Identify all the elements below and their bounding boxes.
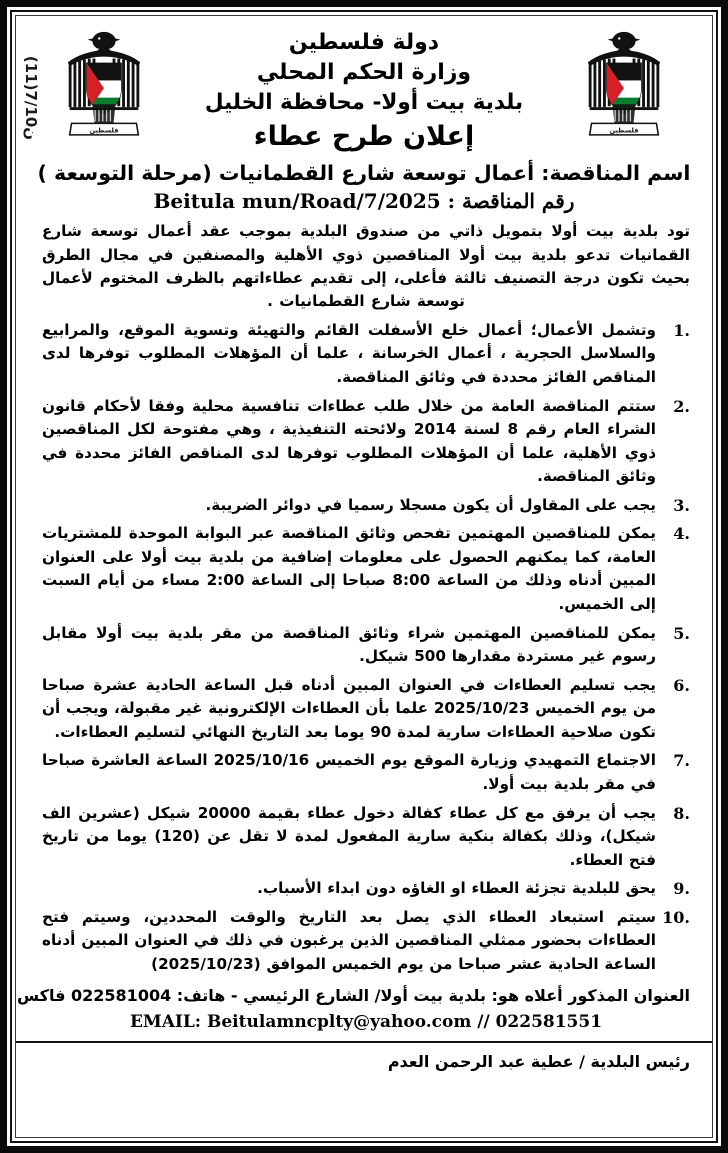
- tender-conditions-list: [42, 319, 690, 977]
- tender-number-label: رقم المناقصة :: [447, 189, 575, 214]
- list-item: يمكن للمناقصين المهتمين شراء وثائق المناقصة من مقر بلدية بيت أولا مقابل رسوم غير مستردة مقدارها 500 شيكل.: [42, 623, 656, 666]
- signature-line: رئيس البلدية / عطية عبد الرحمن العدم: [387, 1051, 690, 1071]
- palestine-coat-of-arms-icon-left: [56, 28, 152, 152]
- document-body: [16, 215, 712, 976]
- palestine-coat-of-arms-icon-right: [576, 28, 672, 152]
- tender-number-value: Beitula mun/Road/7/2025: [153, 189, 441, 214]
- svg-text:فلسطين: فلسطين: [89, 126, 119, 135]
- email-line: EMAIL: Beitulamncplty@yahoo.com // 022581551: [129, 1012, 603, 1033]
- contact-block: [16, 984, 712, 1036]
- header-line-ministry: وزارة الحكم المحلي: [256, 59, 472, 85]
- tender-identification: [16, 160, 712, 216]
- header-text-block: [205, 24, 523, 154]
- reference-code-text: ن7/10(11): [21, 55, 40, 141]
- tender-name: اسم المناقصة: أعمال توسعة شارع القطمانيات (مرحلة التوسعة ): [37, 160, 691, 185]
- page-border-inner2: [15, 15, 713, 1138]
- list-item: يجب على المقاول أن يكون مسجلا رسميا في دوائر الضريبة.: [205, 495, 656, 514]
- address-line: العنوان المذكور أعلاه هو: بلدية بيت أولا/ الشارع الرئيسي - هاتف: 022581004 فاكس: [17, 986, 690, 1006]
- page-border-inner: [10, 10, 718, 1143]
- list-item: يمكن للمناقصين المهتمين تفحص وثائق المناقصة عبر البوابة الموحدة للمشتريات العامة، كما يمكنهم الحصول على معلومات إضافية من بلدية بيت أولا على العنوان المبين أدناه وذلك من الساعة 8:00 صباحا إلى الساعة 2:00 مساء من أيام السبت إلى الخميس.: [42, 524, 657, 613]
- list-item: يجب تسليم العطاءات في العنوان المبين أدناه قبل الساعة الحادية عشرة صباحا من يوم الخميس 2025/10/23 علما بأن العطاءات الإلكترونية غير مقبولة، ويجب أن تكون صلاحية العطاءات سارية لمدة 90 يوما بعد التاريخ النهائي لتسليم العطاءات.: [42, 675, 656, 741]
- list-item: يحق للبلدية تجزئة العطاء او الغاؤه دون ابداء الأسباب.: [257, 879, 656, 898]
- list-item: ستتم المناقصة العامة من خلال طلب عطاءات تنافسية محلية وفقا لأحكام قانون الشراء العام رقم 8 لسنة 2014 ولائحته التنفيذية ، وهي مفتوحة لكل المناقصين ذوي الأهلية، علما أن المؤهلات المطلوب توفرها لدى المناقص الفائز محددة في وثائق المناقصة.: [42, 396, 656, 486]
- header-line-state: دولة فلسطين: [288, 30, 440, 55]
- list-item: الاجتماع التمهيدي وزيارة الموقع يوم الخميس 2025/10/16 الساعة العاشرة صباحا في مقر بلدية بيت أولا.: [42, 751, 656, 793]
- list-item: يجب أن يرفق مع كل عطاء كفالة دخول عطاء بقيمة 20000 شيكل (عشرين الف شيكل)، وذلك بكفالة بنكية سارية المفعول لمدة لا تقل عن (120) يوما من تاريخ فتح العطاء.: [42, 803, 656, 869]
- tender-number-row: [30, 188, 698, 215]
- svg-text:فلسطين: فلسطين: [609, 126, 639, 135]
- reference-code: [18, 34, 44, 184]
- document-header: [16, 16, 712, 154]
- intro-paragraph: تود بلدية بيت أولا بتمويل ذاتي من صندوق البلدية بموجب عقد أعمال توسعة شارع القمانيات تدعو بلدية بيت أولا المناقصين ذوي الأهلية والمصنفين في مجال الطرق بحيث تكون درجة التصنيف ثالثة فأعلى، إلى تقديم عطاءاتهم بالظرف المختوم لأعمال توسعة شارع القطمانيات .: [42, 222, 690, 310]
- page-title: إعلان طرح عطاء: [253, 121, 475, 153]
- list-item: سيتم استبعاد العطاء الذي يصل بعد التاريخ والوقت المحددين، وسيتم فتح العطاءات بحضور ممثلي المناقصين الذين يرغبون في ذلك في العنوان المبين أدناه الساعة الحادية عشر صباحا من يوم الخميس الموافق (2025/10/23): [42, 907, 656, 973]
- header-line-municipality: بلدية بيت أولا- محافظة الخليل: [204, 89, 524, 115]
- list-item: وتشمل الأعمال؛ أعمال خلع الأسفلت القائم والتهيئة وتسوية الموقع، والمرابيع والسلاسل الحجرية ، أعمال الخرسانة ، علما أن المؤهلات المطلوب توفرها لدى المناقص الفائز محددة في وثائق المناقصة.: [42, 320, 656, 386]
